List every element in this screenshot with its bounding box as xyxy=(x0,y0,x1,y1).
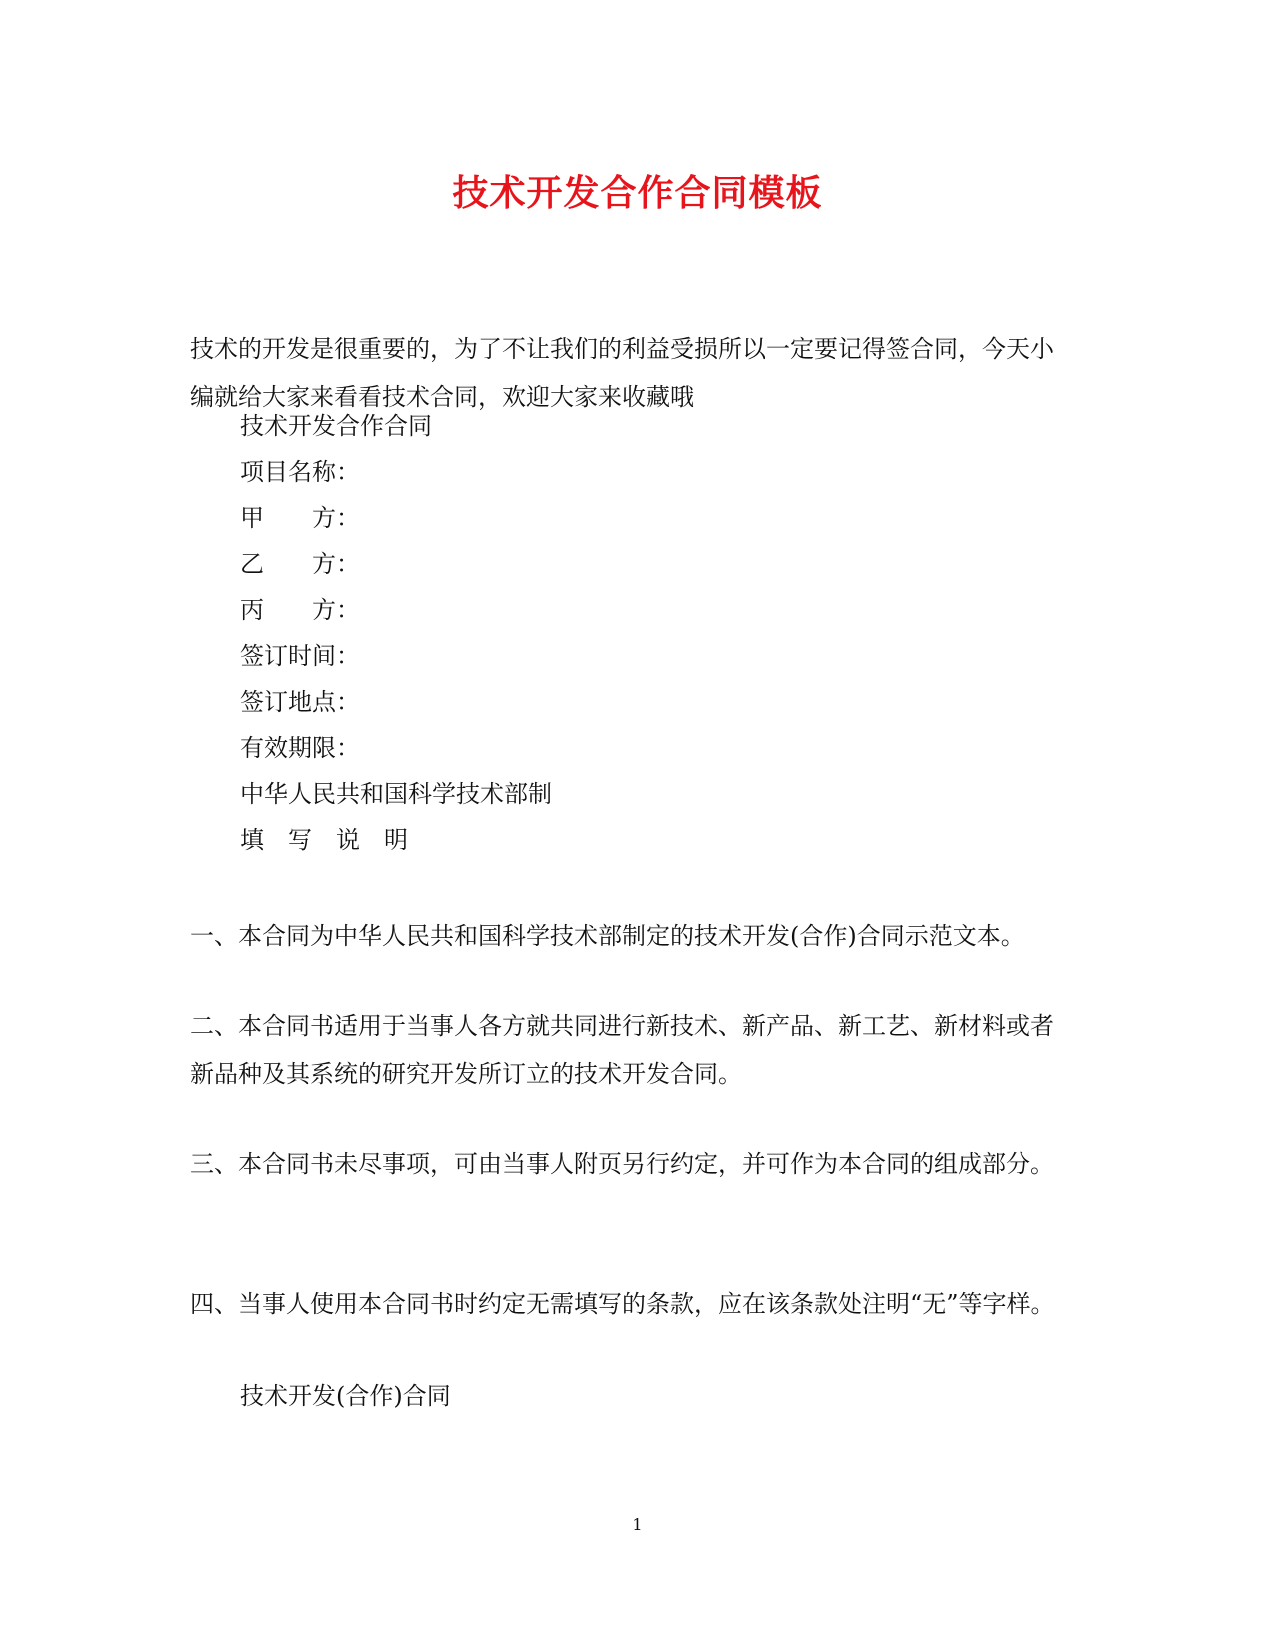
cover-line-party-c: 丙 方： xyxy=(240,596,360,624)
cover-line-sign-place: 签订地点： xyxy=(240,688,360,716)
instruction-item-2: 二、本合同书适用于当事人各方就共同进行新技术、新产品、新工艺、新材料或者新品种及其系统的研究开发所订立的技术开发合同。 xyxy=(190,1012,1054,1088)
instruction-item-3: 三、本合同书未尽事项，可由当事人附页另行约定，并可作为本合同的组成部分。 xyxy=(190,1150,1054,1178)
intro-paragraph: 技术的开发是很重要的，为了不让我们的利益受损所以一定要记得签合同，今天小编就给大家来看看技术合同，欢迎大家来收藏哦 xyxy=(190,335,1054,411)
instruction-item-4: 四、当事人使用本合同书时约定无需填写的条款，应在该条款处注明“无”等字样。 xyxy=(190,1290,1055,1318)
document-title: 技术开发合作合同模板 xyxy=(452,172,823,214)
cover-line-party-a: 甲 方： xyxy=(240,504,360,532)
cover-line-project-name: 项目名称： xyxy=(240,458,360,486)
cover-line-issuer: 中华人民共和国科学技术部制 xyxy=(240,780,552,808)
closing-line: 技术开发(合作)合同 xyxy=(240,1382,451,1410)
cover-line-party-b: 乙 方： xyxy=(240,550,360,578)
instructions-heading: 填 写 说 明 xyxy=(240,826,408,854)
instruction-item-1: 一、本合同为中华人民共和国科学技术部制定的技术开发(合作)合同示范文本。 xyxy=(190,922,1025,950)
cover-line-sign-time: 签订时间： xyxy=(240,642,360,670)
cover-line-contract-name: 技术开发合作合同 xyxy=(240,412,432,440)
cover-line-validity: 有效期限： xyxy=(240,734,360,762)
page-number: 1 xyxy=(632,1515,643,1534)
